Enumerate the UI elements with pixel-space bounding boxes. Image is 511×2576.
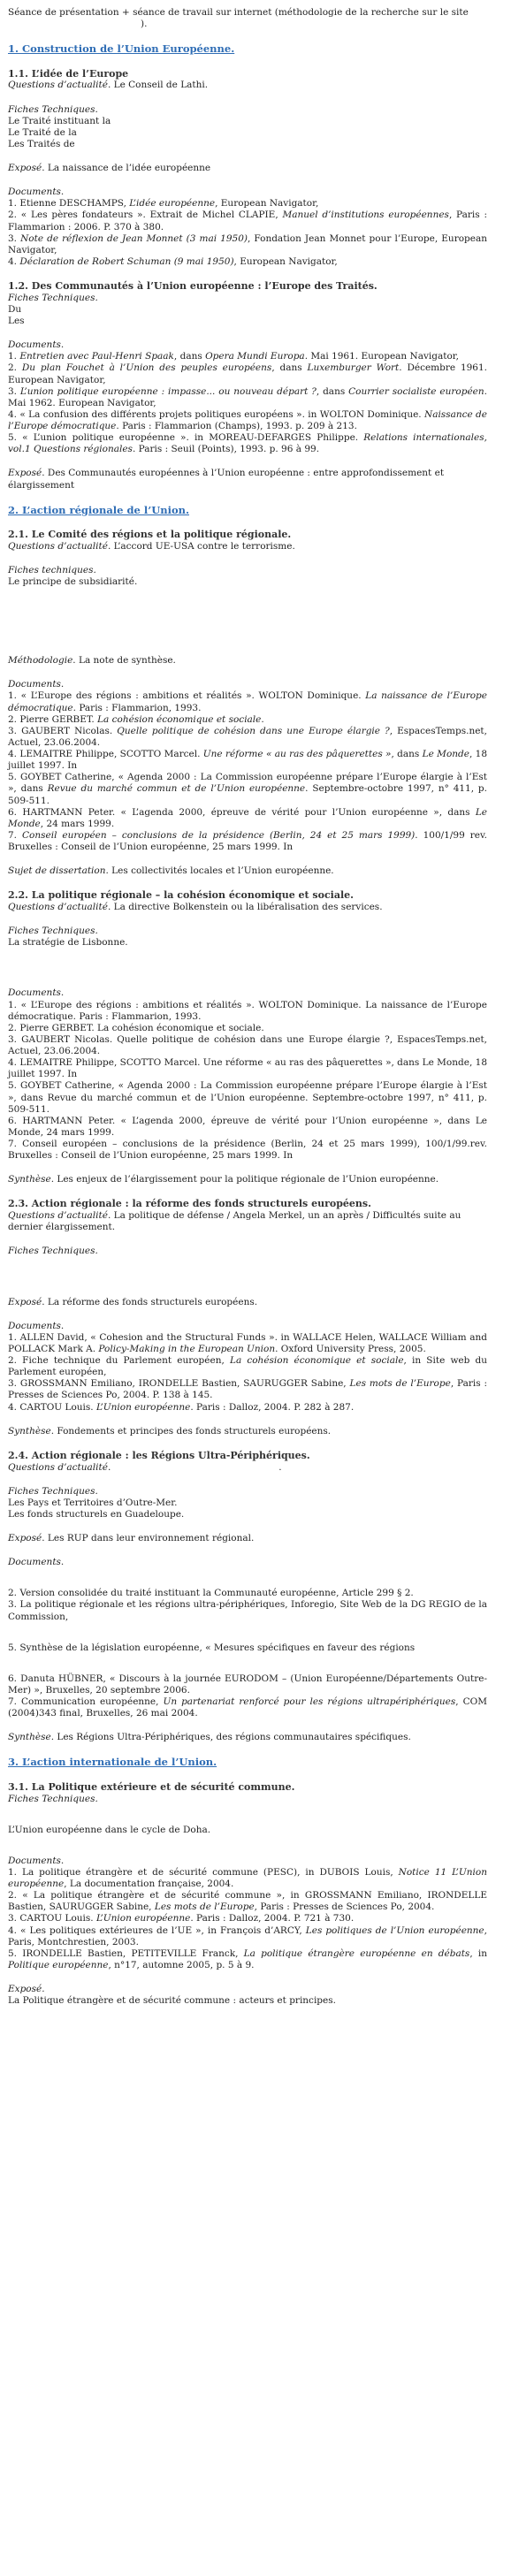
doc-item[interactable]: 7. Conseil européen – conclusions de la présidence (Berlin, 24 et 25 mars 1999), 100/1/99.rev. Bruxelles : Conseil de l’Union européenne, 25 mars 1999. In [8,1139,487,1162]
doc-item[interactable]: 4. LEMAITRE Philippe, SCOTTO Marcel. Une réforme « au ras des pâquerettes », dans Le Monde, 18 juillet 1997. In [8,1057,487,1080]
expose-3-1-text: La Politique étrangère et de sécurité commune : acteurs et principes. [8,1995,336,2007]
doc-item[interactable]: 3. GAUBERT Nicolas. Quelle politique de cohésion dans une Europe élargie ?, EspacesTemps.net, Actuel, 23.06.2004. [8,1033,487,1056]
doc-item[interactable]: 5. IRONDELLE Bastien, PETITEVILLE Franck, La politique étrangère européenne en débats, in Politique européenne, n°17, automne 2005, p. 5 à 9. [8,1947,487,1970]
doc-item[interactable]: 5. « L’union politique européenne ». in MOREAU-DEFARGES Philippe. Relations internationales, vol.1 Questions régionales. Paris : Seuil (Points), 1993. p. 96 à 99. [8,432,487,455]
fiches-3-1-label: Fiches Techniques. [8,1793,98,1804]
qa-2-2: Questions d’actualité. La directive Bolkenstein ou la libéralisation des services. [8,902,383,912]
doc-item[interactable]: 3. L’union politique européenne : impasse... ou nouveau départ ?, dans Courrier socialiste européen. Mai 1962. European Navigator, [8,385,487,408]
docs-1-1-label: Documents. [8,187,65,198]
fiche-item[interactable]: L’Union européenne dans le cycle de Doha. [8,1824,211,1835]
subsection-2-2-title: 2.2. La politique régionale – la cohésion économique et sociale. [8,889,354,902]
doc-item[interactable]: 3. Note de réflexion de Jean Monnet (3 mai 1950), Fondation Jean Monnet pour l’Europe, European Navigator, [8,232,487,255]
docs-2-3-label: Documents. [8,1320,65,1331]
fiches-1-1-label: Fiches Techniques. [8,103,98,115]
sujet-2-1: Sujet de dissertation. Les collectivités locales et l’Union européenne. [8,865,334,877]
fiche-item[interactable]: Les fonds structurels en Guadeloupe. [8,1508,185,1520]
doc-item[interactable]: 4. LEMAITRE Philippe, SCOTTO Marcel. Une réforme « au ras des pâquerettes », dans Le Monde, 18 juillet 1997. In [8,749,488,772]
doc-item[interactable]: 1. ALLEN David, « Cohesion and the Structural Funds ». in WALLACE Helen, WALLACE William and POLLACK Mark A. Policy-Making in the European Union. Oxford University Press, 2005. [8,1331,487,1354]
doc-item[interactable]: 5. GOYBET Catherine, « Agenda 2000 : La Commission européenne prépare l’Europe élargie à l’Est », dans Revue du marché commun et de l’Union européenne. Septembre-octobre 1997, n° 411, p. 509-511. [8,772,487,806]
fiches-2-3-label: Fiches Techniques. [8,1246,98,1257]
fiche-item[interactable]: Les [8,316,25,326]
expose-1-2: Exposé. Des Communautés européennes à l’Union européenne : entre approfondissement et élargissement [8,468,445,491]
doc-item[interactable]: 2. « Les pères fondateurs ». Extrait de Michel CLAPIE, Manuel d’institutions européennes, Paris : Flammarion : 2006. P. 370 à 380. [8,210,488,232]
doc-item[interactable]: 6. HARTMANN Peter. « L’agenda 2000, épreuve de vérité pour l’Union européenne », dans Le Monde, 24 mars 1999. [8,1115,487,1138]
fiches-2-2-label: Fiches Techniques. [8,926,98,937]
subsection-1-1-title: 1.1. L’idée de l’Europe [8,67,129,80]
doc-item[interactable]: 1. « L’Europe des régions : ambitions et réalités ». WOLTON Dominique. La naissance de l’Europe démocratique. Paris : Flammarion, 1993. [8,690,487,713]
section-1-title[interactable]: 1. Construction de l’Union Européenne. [8,42,235,56]
section-3-title[interactable]: 3. L’action internationale de l’Union. [8,1756,217,1769]
fiche-item[interactable]: Les Pays et Territoires d’Outre-Mer. [8,1497,178,1508]
doc-item[interactable]: 3. La politique régionale et les régions ultra-périphériques, Inforegio, Site Web de la DG REGIO de la Commission, [8,1599,487,1622]
docs-2-4-label: Documents. [8,1557,65,1568]
qa-2-3: Questions d’actualité. La politique de défense / Angela Merkel, un an après / Difficultés suite au dernier élargissement. [8,1210,461,1233]
docs-1-2-label: Documents. [8,339,65,351]
doc-item[interactable]: 3. CARTOU Louis. L’Union européenne. Paris : Dalloz, 2004. P. 721 à 730. [8,1913,355,1924]
intro-line-1: Séance de présentation + séance de travail sur internet (méthodologie de la recherche sur le site [8,7,469,18]
doc-item[interactable]: 4. « Les politiques extérieures de l’UE », in François d’ARCY, Les politiques de l’Union européenne, Paris, Montchrestien, 2003. [8,1924,487,1947]
doc-item[interactable]: 6. HARTMANN Peter. « L’agenda 2000, épreuve de vérité pour l’Union européenne », dans Le Monde, 24 mars 1999. [8,806,487,829]
doc-item[interactable]: 5. GOYBET Catherine, « Agenda 2000 : La Commission européenne prépare l’Europe élargie à l’Est », dans Revue du marché commun et de l’Union européenne. Septembre-octobre 1997, n° 411, p. 509-511. [8,1080,487,1115]
doc-item[interactable]: 1. Entretien avec Paul-Henri Spaak, dans Opera Mundi Europa. Mai 1961. European Navigator, [8,351,459,362]
subsection-3-1-title: 3.1. La Politique extérieure et de sécurité commune. [8,1780,295,1793]
doc-item[interactable]: 2. Fiche technique du Parlement européen, La cohésion économique et sociale, in Site web du Parlement européen, [8,1355,487,1378]
doc-item[interactable]: 2. « La politique étrangère et de sécurité commune », in GROSSMANN Emiliano, IRONDELLE Bastien, SAURUGGER Sabine, Les mots de l’Europe, Paris : Presses de Sciences Po, 2004. [8,1890,487,1913]
synth-2-2: Synthèse. Les enjeux de l’élargissement pour la politique régionale de l’Union européenne. [8,1174,439,1185]
expose-1-1: Exposé. La naissance de l’idée européenne [8,163,211,173]
fiche-item[interactable]: Le Traité instituant la [8,115,111,126]
qa-1-1: Questions d’actualité. Le Conseil de Lathi. [8,80,209,91]
doc-item[interactable]: 2. Pierre GERBET. La cohésion économique et sociale. [8,1022,264,1033]
subsection-2-3-title: 2.3. Action régionale : la réforme des fonds structurels européens. [8,1198,371,1210]
fiche-item[interactable]: Le principe de subsidiarité. [8,576,138,587]
expose-3-1-label: Exposé. [8,1984,45,1994]
method-2-1: Méthodologie. La note de synthèse. [8,655,176,667]
synth-2-4: Synthèse. Les Régions Ultra-Périphériques, des régions communautaires spécifiques. [8,1732,411,1743]
doc-item[interactable]: 5. Synthèse de la législation européenne, « Mesures spécifiques en faveur des régions [8,1642,416,1653]
doc-item[interactable]: 4. CARTOU Louis. L’Union européenne. Paris : Dalloz, 2004. P. 282 à 287. [8,1401,355,1413]
fiches-2-4-label: Fiches Techniques. [8,1485,98,1497]
docs-2-2-label: Documents. [8,987,65,999]
fiches-2-1-label: Fiches techniques. [8,564,96,575]
fiche-item[interactable]: Du [8,303,22,315]
doc-item[interactable]: 3. GAUBERT Nicolas. Quelle politique de cohésion dans une Europe élargie ?, EspacesTemps.net, Actuel, 23.06.2004. [8,725,487,748]
doc-item[interactable]: 1. « L’Europe des régions : ambitions et réalités ». WOLTON Dominique. La naissance de l’Europe démocratique. Paris : Flammarion, 1993. [8,999,487,1022]
qa-2-1: Questions d’actualité. L’accord UE-USA contre le terrorisme. [8,540,295,552]
intro-line-2: ). [141,19,148,30]
doc-item[interactable]: 7. Conseil européen – conclusions de la présidence (Berlin, 24 et 25 mars 1999). 100/1/99 rev. Bruxelles : Conseil de l’Union européenne, 25 mars 1999. In [8,829,487,852]
doc-item[interactable]: 2. Pierre GERBET. La cohésion économique et sociale. [8,713,264,725]
doc-item[interactable]: 2. Version consolidée du traité instituant la Communauté européenne, Article 299 § 2. [8,1588,414,1599]
synth-2-3: Synthèse. Fondements et principes des fonds structurels européens. [8,1425,332,1437]
subsection-2-1-title: 2.1. Le Comité des régions et la politique régionale. [8,529,292,540]
doc-item[interactable]: 2. Du plan Fouchet à l’Union des peuples européens, dans Luxemburger Wort. Décembre 1961. European Navigator, [8,362,487,385]
doc-item[interactable]: 1. Etienne DESCHAMPS, L’idée européenne, European Navigator, [8,198,319,210]
fiche-item[interactable]: Le Traité de la [8,126,77,138]
fiche-item[interactable]: La stratégie de Lisbonne. [8,937,128,949]
docs-2-1-label: Documents. [8,679,65,690]
section-2-title[interactable]: 2. L’action régionale de l’Union. [8,503,189,516]
subsection-2-4-title: 2.4. Action régionale : les Régions Ultra-Périphériques. [8,1449,310,1461]
doc-item[interactable]: 4. « La confusion des différents projets politiques européens ». in WOLTON Dominique. Naissance de l’Europe démocratique. Paris : Flammarion (Champs), 1993. p. 209 à 213. [8,408,487,431]
fiches-1-2-label: Fiches Techniques. [8,292,98,303]
docs-3-1-label: Documents. [8,1855,65,1866]
doc-item[interactable]: 7. Communication européenne, Un partenariat renforcé pour les régions ultrapériphériques, COM (2004)343 final, Bruxelles, 26 mai 2004. [8,1696,487,1719]
doc-item[interactable]: 3. GROSSMANN Emiliano, IRONDELLE Bastien, SAURUGGER Sabine, Les mots de l’Europe, Paris : Presses de Sciences Po, 2004. P. 138 à 145. [8,1378,487,1401]
doc-item[interactable]: 6. Danuta HÜBNER, « Discours à la journée EURODOM – (Union Européenne/Départements Outre-Mer) », Bruxelles, 20 septembre 2006. [8,1673,487,1696]
expose-2-3: Exposé. La réforme des fonds structurels européens. [8,1296,258,1307]
doc-item[interactable]: 1. La politique étrangère et de sécurité commune (PESC), in DUBOIS Louis, Notice 11 L’Union européenne, La documentation française, 2004. [8,1866,487,1889]
doc-item[interactable]: 4. Déclaration de Robert Schuman (9 mai 1950), European Navigator, [8,255,338,267]
subsection-1-2-title: 1.2. Des Communautés à l’Union européenne : l’Europe des Traités. [8,280,378,292]
fiche-item[interactable]: Les Traités de [8,138,75,149]
expose-2-4: Exposé. Les RUP dans leur environnement régional. [8,1533,255,1543]
qa-2-4: Questions d’actualité. . [8,1461,282,1473]
